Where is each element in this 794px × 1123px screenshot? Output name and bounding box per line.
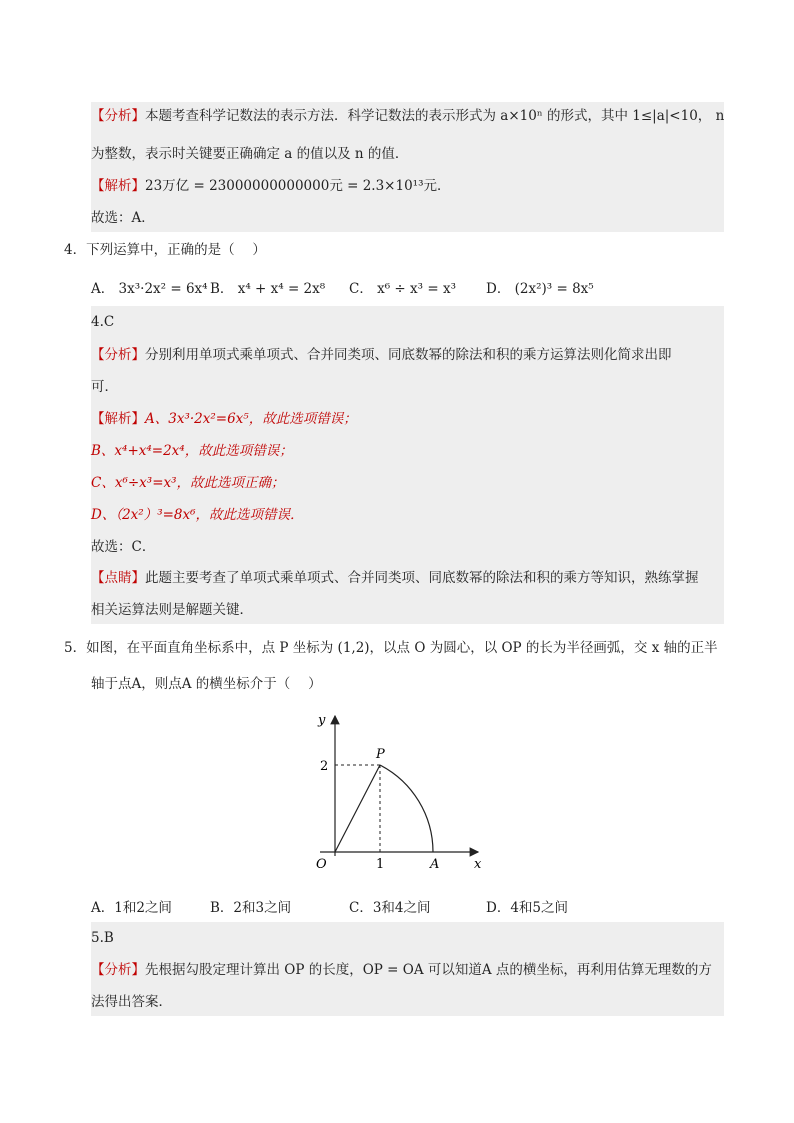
q4-comment-text: 此题主要考查了单项式乘单项式、合并同类项、同底数幂的除法和积的乘方等知识，熟练掌握 — [145, 570, 699, 586]
q5-analysis-line2: 法得出答案． — [91, 994, 172, 1010]
q3-analysis-text: 本题考查科学记数法的表示方法．科学记数法的表示形式为 a×10ⁿ 的形式，其中 1≤|a|<10， n — [145, 108, 725, 124]
q4-choose — [91, 537, 155, 557]
q4-solution-tag: 【解析】 — [91, 411, 145, 427]
q4-option-b: B． x⁴ + x⁴ = 2x⁸ — [210, 281, 326, 297]
q5-stem-line1: 5．如图，在平面直角坐标系中，点 P 坐标为 (1,2)，以点 O 为圆心，以 OP 的长为半径画弧，交 x 轴的正半 — [64, 640, 718, 656]
q3-choose: 故选：A． — [91, 210, 155, 226]
q4-comment-line1 — [91, 568, 699, 588]
q5-analysis-line1 — [91, 960, 712, 980]
q4-option-a: A． 3x³·2x² = 6x⁴ — [91, 281, 208, 297]
q4-solution-b: B、x⁴+x⁴=2x⁴，故此选项错误； — [91, 443, 293, 459]
q5-option-a: A．1和2之间 — [91, 900, 172, 916]
q4-comment-line2: 相关运算法则是解题关键． — [91, 602, 253, 618]
q4-comment-tag: 【点睛】 — [91, 570, 145, 586]
q4-analysis-tag: 【分析】 — [91, 347, 145, 363]
q4-solution-a-text: A、3x³·2x²=6x⁵，故此选项错误； — [145, 411, 357, 427]
arc-pa — [380, 765, 433, 852]
label-x: x — [474, 857, 482, 872]
q3-solution-line — [91, 176, 451, 196]
q5-option-b: B．2和3之间 — [210, 900, 292, 916]
q3-analysis-line2: 为整数，表示时关键要正确确定 a 的值以及 n 的值． — [91, 146, 409, 162]
segment-op — [335, 765, 380, 852]
q4-analysis-line2: 可． — [91, 379, 118, 395]
label-y: y — [318, 713, 326, 728]
q5-option-c: C．3和4之间 — [349, 900, 431, 916]
label-1: 1 — [376, 857, 385, 872]
q3-analysis-tag: 【分析】 — [91, 108, 145, 124]
q4-solution-c: C、x⁶÷x³=x³，故此选项正确； — [91, 475, 285, 491]
q4-option-d: D． (2x²)³ = 8x⁵ — [486, 281, 594, 297]
q3-solution-text: 23万亿 = 23000000000000元 = 2.3×10¹³元． — [145, 178, 451, 194]
label-p: P — [376, 747, 385, 762]
label-o: O — [316, 857, 327, 872]
label-2: 2 — [320, 759, 329, 774]
q5-option-d: D．4和5之间 — [486, 900, 569, 916]
q5-analysis-tag: 【分析】 — [91, 962, 145, 978]
q4-solution-a — [91, 409, 357, 429]
q4-solution-d: D、（2x²）³=8x⁶，故此选项错误． — [91, 507, 304, 523]
q4-analysis-text: 分别利用单项式乘单项式、合并同类项、同底数幂的除法和积的乘方运算法则化简求出即 — [145, 347, 672, 363]
q5-figure — [300, 708, 500, 878]
q5-analysis-text: 先根据勾股定理计算出 OP 的长度，OP = OA 可以知道A 点的横坐标，再利用估算无理数的方 — [145, 962, 712, 978]
q4-analysis-line1 — [91, 345, 672, 365]
q4-choose-text: 故选：C． — [91, 539, 156, 555]
q4-answer: 4.C — [91, 314, 115, 330]
q4-stem: 4．下列运算中，正确的是（ ） — [64, 242, 266, 258]
q3-solution-tag: 【解析】 — [91, 178, 145, 194]
q5-stem-line2: 轴于点A，则点A 的横坐标介于（ ） — [91, 676, 322, 692]
label-a: A — [430, 857, 440, 872]
q5-answer: 5.B — [91, 930, 114, 946]
q4-option-c: C． x⁶ ÷ x³ = x³ — [349, 281, 456, 297]
q3-analysis-line1 — [91, 106, 724, 126]
